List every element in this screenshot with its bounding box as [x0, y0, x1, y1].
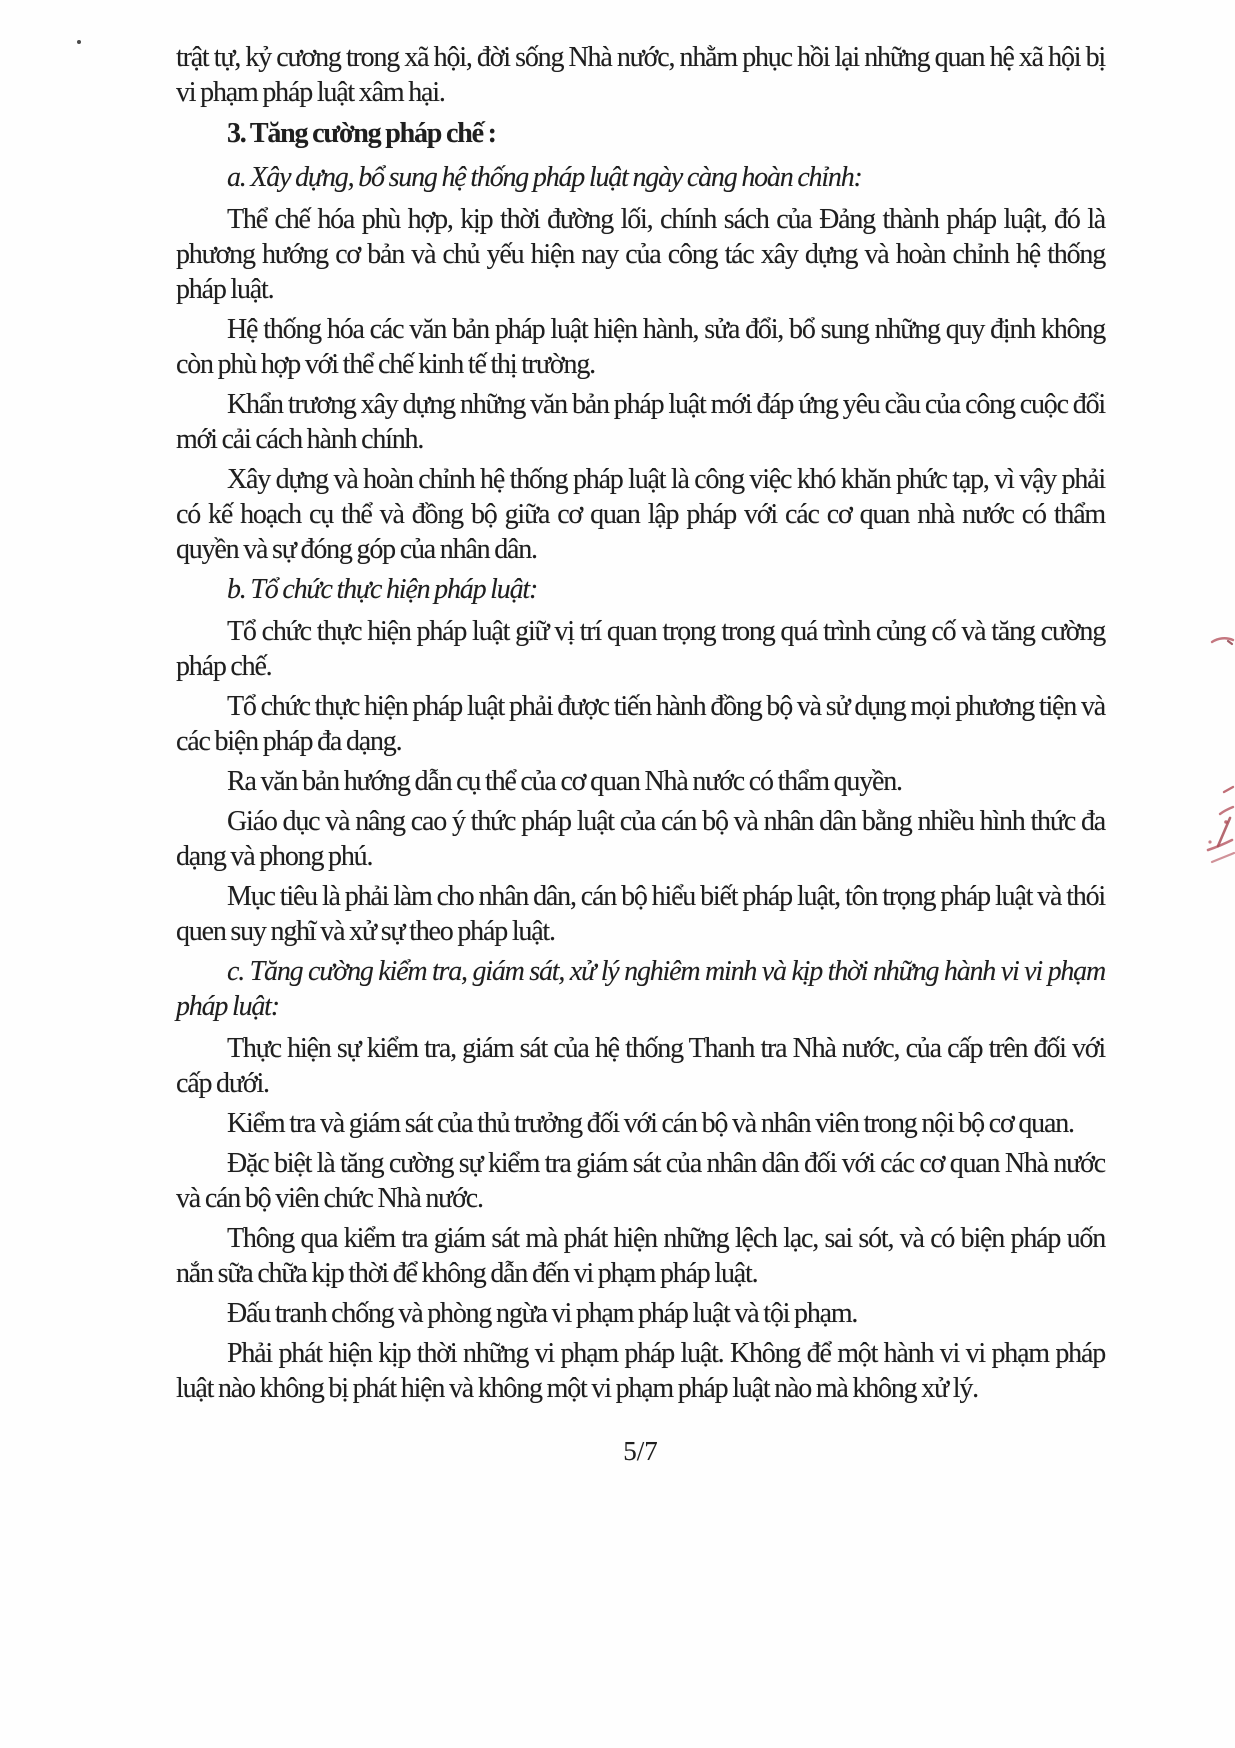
page-number: 5/7: [623, 1436, 658, 1466]
paragraph: Tổ chức thực hiện pháp luật phải được tiến hành đồng bộ và sử dụng mọi phương tiện và các biện pháp đa dạng.: [176, 691, 1105, 757]
paragraph: Thể chế hóa phù hợp, kịp thời đường lối, chính sách của Đảng thành pháp luật, đó là phương hướng cơ bản và chủ yếu hiện nay của công tác xây dựng và hoàn chỉnh hệ thống pháp luật.: [176, 204, 1105, 305]
paragraph: Ra văn bản hướng dẫn cụ thể của cơ quan Nhà nước có thẩm quyền.: [227, 766, 902, 797]
subheading-a: a. Xây dựng, bổ sung hệ thống pháp luật ngày càng hoàn chỉnh:: [227, 162, 862, 193]
red-ink-dash-mark: [1210, 632, 1235, 648]
paragraph: Đặc biệt là tăng cường sự kiểm tra giám sát của nhân dân đối với các cơ quan Nhà nước và cán bộ viên chức Nhà nước.: [176, 1148, 1105, 1214]
paragraph: Thông qua kiểm tra giám sát mà phát hiện những lệch lạc, sai sót, và có biện pháp uốn nắn sữa chữa kịp thời để không dẫn đến vi phạm pháp luật.: [176, 1223, 1105, 1289]
paragraph: Đấu tranh chống và phòng ngừa vi phạm pháp luật và tội phạm.: [227, 1298, 858, 1329]
scan-speck-artifact: [77, 40, 81, 44]
paragraph: Khẩn trương xây dựng những văn bản pháp luật mới đáp ứng yêu cầu của công cuộc đổi mới cải cách hành chính.: [176, 389, 1105, 455]
paragraph-continuation: trật tự, kỷ cương trong xã hội, đời sống Nhà nước, nhằm phục hồi lại những quan hệ xã hội bị vi phạm pháp luật xâm hại.: [176, 42, 1105, 108]
document-text-block: [176, 40, 1105, 1474]
paragraph: Tổ chức thực hiện pháp luật giữ vị trí quan trọng trong quá trình củng cố và tăng cường pháp chế.: [176, 616, 1105, 682]
paragraph: Mục tiêu là phải làm cho nhân dân, cán bộ hiểu biết pháp luật, tôn trọng pháp luật và thói quen suy nghĩ và xử sự theo pháp luật.: [176, 881, 1105, 947]
subheading-c: c. Tăng cường kiểm tra, giám sát, xử lý nghiêm minh và kịp thời những hành vi vi phạm pháp luật:: [176, 956, 1105, 1022]
paragraph: Xây dựng và hoàn chỉnh hệ thống pháp luật là công việc khó khăn phức tạp, vì vậy phải có kế hoạch cụ thể và đồng bộ giữa cơ quan lập pháp với các cơ quan nhà nước có thẩm quyền và sự đóng góp của nhân dân.: [176, 464, 1105, 565]
paragraph: Hệ thống hóa các văn bản pháp luật hiện hành, sửa đổi, bổ sung những quy định không còn phù hợp với thể chế kinh tế thị trường.: [176, 314, 1105, 380]
paragraph: Thực hiện sự kiểm tra, giám sát của hệ thống Thanh tra Nhà nước, của cấp trên đối với cấp dưới.: [176, 1033, 1105, 1099]
subheading-b: b. Tổ chức thực hiện pháp luật:: [227, 574, 538, 605]
section-heading-3: 3. Tăng cường pháp chế :: [227, 118, 496, 149]
paragraph: Giáo dục và nâng cao ý thức pháp luật của cán bộ và nhân dân bằng nhiều hình thức đa dạng và phong phú.: [176, 806, 1105, 872]
paragraph: Kiểm tra và giám sát của thủ trưởng đối với cán bộ và nhân viên trong nội bộ cơ quan.: [227, 1108, 1074, 1139]
red-ink-scribble-mark: [1204, 784, 1235, 874]
paragraph: Phải phát hiện kịp thời những vi phạm pháp luật. Không để một hành vi vi phạm pháp luật nào không bị phát hiện và không một vi phạm pháp luật nào mà không xử lý.: [176, 1338, 1105, 1404]
